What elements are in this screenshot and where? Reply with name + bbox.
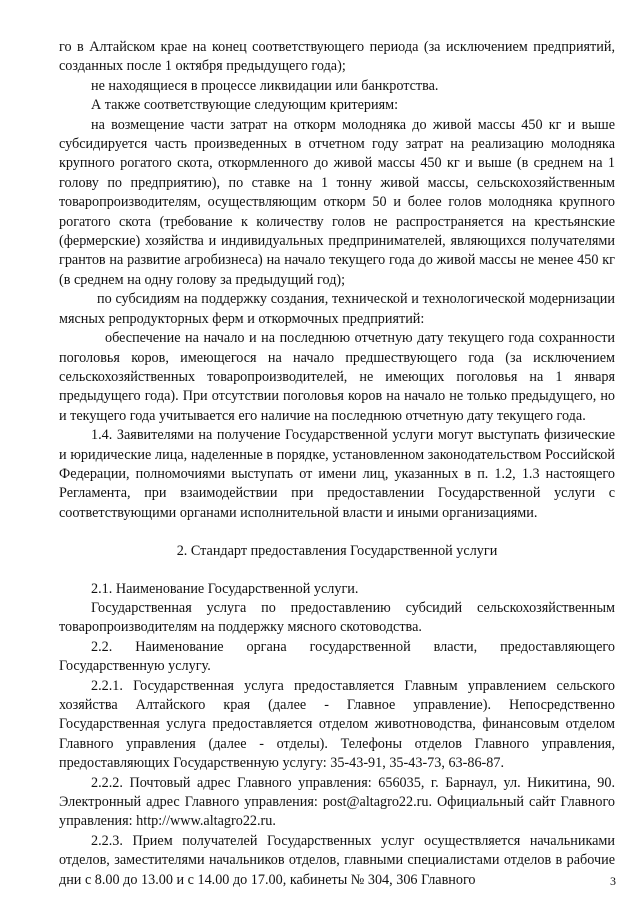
paragraph: 2.2.1. Государственная услуга предоставляется Главным управлением сельского хозяйства Алтайского края (далее - Главное управление). Непосредственно Государственная услуга предоставляется отделом животноводства, финансовым отделом Главного управления (далее - отделы). Телефоны отделов Главного управления, предоставляющих Государственную услугу: 35-43-91, 35-43-73, 63-86-87. <box>59 677 615 772</box>
paragraph: обеспечение на начало и на последнюю отчетную дату текущего года сохранности поголовья коров, имеющегося на начало предшествующего года (за исключением сельскохозяйственных товаропроизводителей, не имеющих поголовья на 1 января предыдущего года). При отсутствии поголовья коров на начало не только предыдущего, но и текущего года учитывается его наличие на последнюю отчетную дату текущего года. <box>59 330 615 424</box>
paragraph: 2.1. Наименование Государственной услуги. <box>91 580 359 597</box>
paragraph: А также соответствующие следующим критериям: <box>91 97 399 114</box>
paragraph: 2.2.3. Прием получателей Государственных услуг осуществляется начальниками отделов, заместителями начальников отделов, главными специалистами отделов в рабочие дни с 8.00 до 13.00 и с 14.00 до 17.00, кабинеты № 304, 306 Главного <box>59 832 615 888</box>
paragraph: Государственная услуга по предоставлению субсидий сельскохозяйственным товаропроизводителям на поддержку мясного скотоводства. <box>59 599 615 636</box>
document-body <box>59 38 615 890</box>
paragraph: 2.2.2. Почтовый адрес Главного управления: 656035, г. Барнаул, ул. Никитина, 90. Электронный адрес Главного управления: post@altagro22.ru. Официальный сайт Главного управления: http://www.altagro22.ru. <box>59 774 615 830</box>
paragraph: 2.2. Наименование органа государственной власти, предоставляющего Государственную услугу. <box>59 638 615 675</box>
page-number: 3 <box>610 874 616 888</box>
paragraph: го в Алтайском крае на конец соответствующего периода (за исключением предприятий, созданных после 1 октября предыдущего года); <box>59 39 615 75</box>
section-heading: 2. Стандарт предоставления Государственной услуги <box>176 543 498 560</box>
paragraph: 1.4. Заявителями на получение Государственной услуги могут выступать физические и юридические лица, наделенные в порядке, установленном законодательством Российской Федерации, полномочиями выступать от имени лиц, указанных в п. 1.2, 1.3 настоящего Регламента, при взаимодействии при предоставлении Государственной услуги с соответствующими органами исполнительной власти и иными организациями. <box>59 427 615 521</box>
paragraph: не находящиеся в процессе ликвидации или банкротства. <box>91 77 439 94</box>
paragraphs-after <box>59 580 615 891</box>
paragraph: по субсидиям на поддержку создания, технической и технологической модернизации мясных репродукторных ферм и откормочных предприятий: <box>59 291 615 327</box>
paragraph: на возмещение части затрат на откорм молодняка до живой массы 450 кг и выше субсидируется часть произведенных в отчетном году затрат на реализацию молодняка крупного рогатого скота, откормленного до живой массы 450 кг и выше (в среднем на 1 голову по предприятию), по ставке на 1 тонну живой массы, сельскохозяйственным товаропроизводителям, осуществляющим откорм 50 и более голов молодняка крупного рогатого скота (требование к количеству голов не распространяется на крестьянские (фермерские) хозяйства и индивидуальных предпринимателей, являющихся получателями грантов на развитие агробизнеса) на начало текущего года до живой массы не менее 450 кг (в среднем на одну голову за предыдущий год); <box>59 116 615 288</box>
paragraphs-before <box>59 38 615 523</box>
